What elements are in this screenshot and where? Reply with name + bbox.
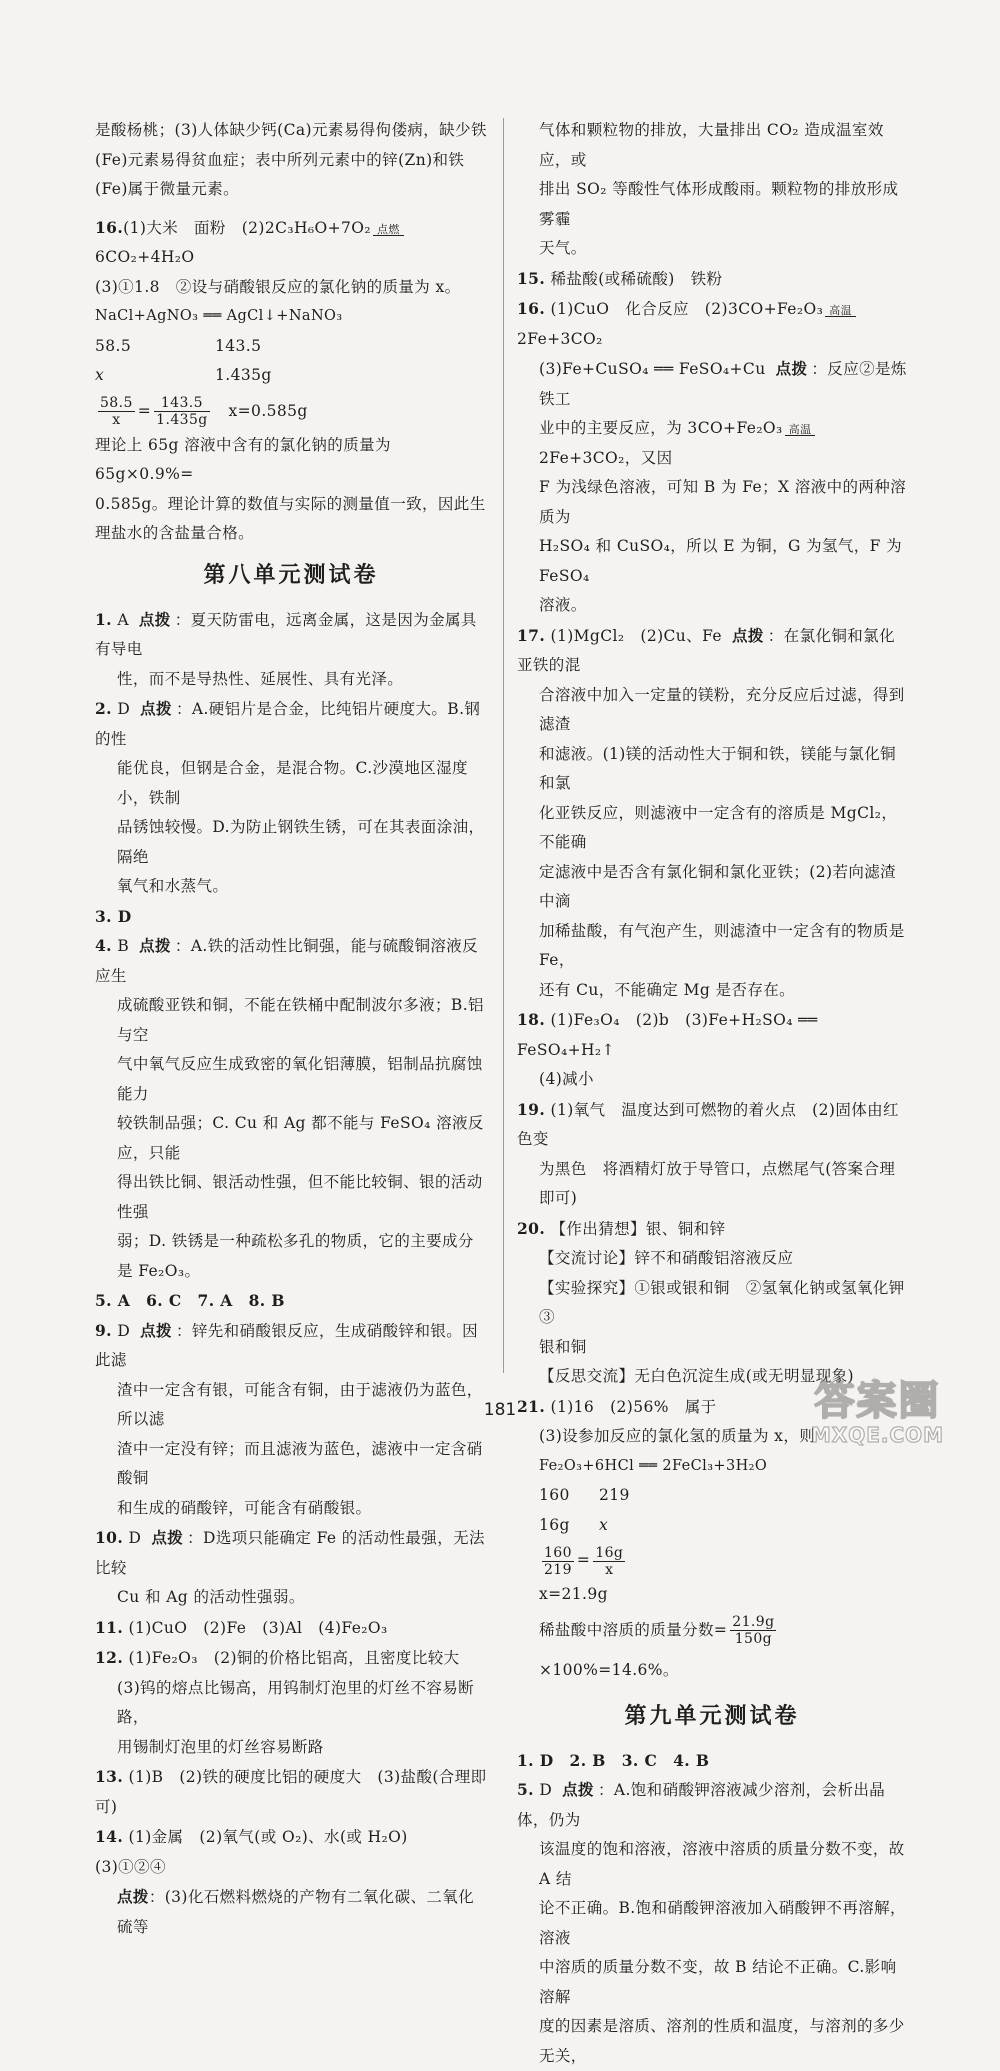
text-line: (Fe)元素易得贫血症；表中所列元素中的锌(Zn)和铁	[95, 150, 465, 169]
text-line: 渣中一定没有锌；而且滤液为蓝色，滤液中一定含硝酸铜	[117, 1439, 483, 1487]
text-line: 化亚铁反应，则滤液中一定含有的溶质是 MgCl₂，不能确	[539, 803, 898, 851]
question-16: 16. (1)CuO 化合反应 (2)3CO+Fe₂O₃ 高温 2Fe+3CO₂	[517, 294, 907, 354]
equation: NaCl+AgNO₃ ══ AgCl↓+NaNO₃	[95, 308, 343, 324]
text-line: x=21.9g	[539, 1585, 608, 1603]
text-line: 渣中一定含有银，可能含有铜，由于滤液仍为蓝色，所以滤	[117, 1380, 483, 1428]
questions-1-4: 1. D 2. B 3. C 4. B	[517, 1750, 710, 1770]
text-line: 【交流讨论】锌不和硝酸铝溶液反应	[539, 1249, 794, 1267]
question-11: 11. (1)CuO (2)Fe (3)Al (4)Fe₂O₃	[95, 1617, 388, 1637]
text-line: 用锡制灯泡里的灯丝容易断路	[117, 1737, 324, 1756]
text-line: (3)设参加反应的氯化氢的质量为 x，则	[539, 1427, 816, 1445]
text-line: 排出 SO₂ 等酸性气体形成酸雨。颗粒物的排放形成雾霾	[539, 180, 899, 228]
question-14: 14. (1)金属 (2)氧气(或 O₂)、水(或 H₂O) (3)①②④	[95, 1827, 424, 1876]
ratio-row: 160 219	[539, 1486, 630, 1504]
watermark-text: 答案圈	[814, 1378, 941, 1424]
text-line: (Fe)属于微量元素。	[95, 180, 240, 198]
text-line: 为黑色 将酒精灯放于导管口，点燃尾气(答案合理即可)	[539, 1159, 896, 1207]
question-20: 20. 【作出猜想】银、铜和锌	[517, 1218, 726, 1238]
question-4: 4. B 点拨 ：A.铁的活动性比铜强，能与硫酸铜溶液反应生	[95, 936, 479, 985]
proportion: $\frac{160}{219}$ = $\frac{16g}{x}$	[544, 1544, 624, 1578]
watermark-logo	[785, 1378, 970, 1450]
text-line: 【实验探究】①银或银和铜 ②氢氧化钠或氢氧化钾 ③	[539, 1278, 921, 1326]
text-line: 气体和颗粒物的排放，大量排出 CO₂ 造成温室效应，或	[539, 121, 884, 169]
questions-5-8: 5. A 6. C 7. A 8. B	[95, 1291, 285, 1310]
section-title: 第八单元测试卷	[203, 562, 379, 588]
text-line: 理盐水的含盐量合格。	[95, 524, 255, 542]
question-10: 10. D 点拨 ：D选项只能确定 Fe 的活动性最强，无法比较	[95, 1528, 485, 1577]
text-line: 气中氧气反应生成致密的氧化铝薄膜，铝制品抗腐蚀能力	[117, 1055, 483, 1103]
equation: Fe₂O₃+6HCl ══ 2FeCl₃+3H₂O	[539, 1457, 768, 1474]
question-13: 13. (1)B (2)铁的硬度比铝的硬度大 (3)盐酸(合理即可)	[95, 1767, 487, 1816]
text-line: 理论上 65g 溶液中含有的氯化钠的质量为 65g×0.9%=	[95, 435, 391, 483]
text-line: 是 Fe₂O₃。	[117, 1261, 201, 1280]
text-line: 和滤液。(1)镁的活动性大于铜和铁，镁能与氯化铜和氯	[539, 744, 897, 792]
text-line: 性，而不是导热性、延展性、具有光泽。	[117, 669, 404, 688]
question-3: 3. D	[95, 906, 132, 926]
text-line: 是酸杨桃；(3)人体缺少钙(Ca)元素易得佝偻病，缺少铁	[95, 121, 487, 139]
section-title: 第九单元测试卷	[624, 1703, 800, 1729]
question-1: 1. A 点拨 ：夏天防雷电，远离金属，这是因为金属具有导电	[95, 609, 477, 658]
watermark-site: MXQE.COM	[810, 1423, 945, 1447]
question-21: 21. (1)16 (2)56% 属于	[517, 1396, 717, 1416]
text-line: (4)减小	[539, 1070, 594, 1088]
left-column	[95, 116, 487, 1942]
question-16: 16.(1)大米 面粉 (2)2C₃H₆O+7O₂ 点燃 6CO₂+4H₂O	[95, 213, 487, 273]
question-17: 17. (1)MgCl₂ (2)Cu、Fe 点拨 ：在氯化铜和氯化亚铁的混	[517, 625, 895, 674]
right-column	[517, 116, 921, 2071]
text-line: Cu 和 Ag 的活动性强弱。	[117, 1588, 305, 1606]
text-line: H₂SO₄ 和 CuSO₄，所以 E 为铜，G 为氢气，F 为 FeSO₄	[539, 537, 903, 585]
text-line: 业中的主要反应，为 3CO+Fe₂O₃ 高温 2Fe+3CO₂，又因	[517, 414, 907, 473]
question-18: 18. (1)Fe₃O₄ (2)b (3)Fe+H₂SO₄ ══ FeSO₄+H₂↑	[517, 1010, 818, 1059]
text-line: 加稀盐酸，有气泡产生，则滤渣中一定含有的物质是 Fe，	[539, 921, 905, 969]
question-19: 19. (1)氧气 温度达到可燃物的着火点 (2)固体由红色变	[517, 1099, 899, 1148]
question-15: 15. 稀盐酸(或稀硫酸) 铁粉	[517, 268, 723, 288]
text-line: 能优良，但钢是合金，是混合物。C.沙漠地区湿度小，铁制	[117, 759, 468, 807]
text-line: 还有 Cu，不能确定 Mg 是否存在。	[539, 980, 796, 999]
text-line: 银和铜	[539, 1337, 587, 1356]
text-line: 论不正确。B.饱和硝酸钾溶液加入硝酸钾不再溶解，溶液	[539, 1899, 906, 1947]
text-line: 成硫酸亚铁和铜，不能在铁桶中配制波尔多液；B.铝与空	[117, 996, 484, 1044]
question-5: 5. D 点拨 ：A.饱和硝酸钾溶液减少溶剂，会析出晶体，仍为	[517, 1780, 886, 1829]
mass-fraction: 稀盐酸中溶质的质量分数= $\frac{21.9g}{150g}$ ×100%=14.6%。	[539, 1614, 775, 1679]
ratio-row: x 1.435g	[95, 366, 272, 384]
text-line: 【反思交流】无白色沉淀生成(或无明显现象)	[539, 1367, 854, 1385]
text-line: F 为浅绿色溶液，可知 B 为 Fe；X 溶液中的两种溶质为	[539, 478, 907, 526]
question-9: 9. D 点拨 ：锌先和硝酸银反应，生成硝酸锌和银。因此滤	[95, 1320, 479, 1369]
text-line: 度的因素是溶质、溶剂的性质和温度，与溶剂的多少无关，	[539, 2017, 905, 2065]
text-line: 得出铁比铜、银活动性强，但不能比较铜、银的活动性强	[117, 1173, 483, 1221]
ratio-row: 58.5 143.5	[95, 336, 262, 355]
text-line: 点拨：(3)化石燃料燃烧的产物有二氧化碳、二氧化硫等	[117, 1887, 475, 1936]
text-line: (3)Fe+CuSO₄ ══ FeSO₄+Cu 点拨 ：反应②是炼铁工	[539, 359, 907, 408]
question-12: 12. (1)Fe₂O₃ (2)铜的价格比铝高，且密度比较大	[95, 1648, 460, 1667]
text-line: 合溶液中加入一定量的镁粉，充分反应后过滤，得到滤渣	[539, 685, 905, 733]
proportion: $\frac{58.5}{x}$ = $\frac{143.5}{1.435g}$ x=0.585g	[100, 395, 308, 428]
text-line: 和生成的硝酸锌，可能含有硝酸银。	[117, 1498, 372, 1517]
column-divider	[503, 118, 504, 1373]
text-line: 中溶质的质量分数不变，故 B 结论不正确。C.影响溶解	[539, 1958, 897, 2006]
text-line: 较铁制品强；C. Cu 和 Ag 都不能与 FeSO₄ 溶液反应，只能	[117, 1114, 484, 1162]
text-line: 溶液。	[539, 596, 587, 614]
text-line: (3)钨的熔点比锡高，用钨制灯泡里的灯丝不容易断路，	[117, 1678, 475, 1726]
text-line: 天气。	[539, 239, 587, 257]
text-line: 定滤液中是否含有氯化铜和氯化亚铁；(2)若向滤渣中滴	[539, 862, 897, 910]
text-line: 弱；D. 铁锈是一种疏松多孔的物质，它的主要成分	[117, 1232, 474, 1250]
text-line: 氧气和水蒸气。	[117, 877, 229, 895]
text-line: 0.585g。理论计算的数值与实际的测量值一致，因此生	[95, 494, 486, 513]
page-number: 181	[483, 1400, 517, 1420]
question-2: 2. D 点拨 ：A.硬铝片是合金，比纯铝片硬度大。B.钢的性	[95, 699, 481, 748]
text-line: 品锈蚀较慢。D.为防止钢铁生锈，可在其表面涂油，隔绝	[117, 818, 485, 866]
text-line: 该温度的饱和溶液，溶液中溶质的质量分数不变，故 A 结	[539, 1840, 905, 1888]
ratio-row: 16g x	[539, 1515, 609, 1534]
text-line: (3)①1.8 ②设与硝酸银反应的氯化钠的质量为 x。	[95, 277, 461, 296]
